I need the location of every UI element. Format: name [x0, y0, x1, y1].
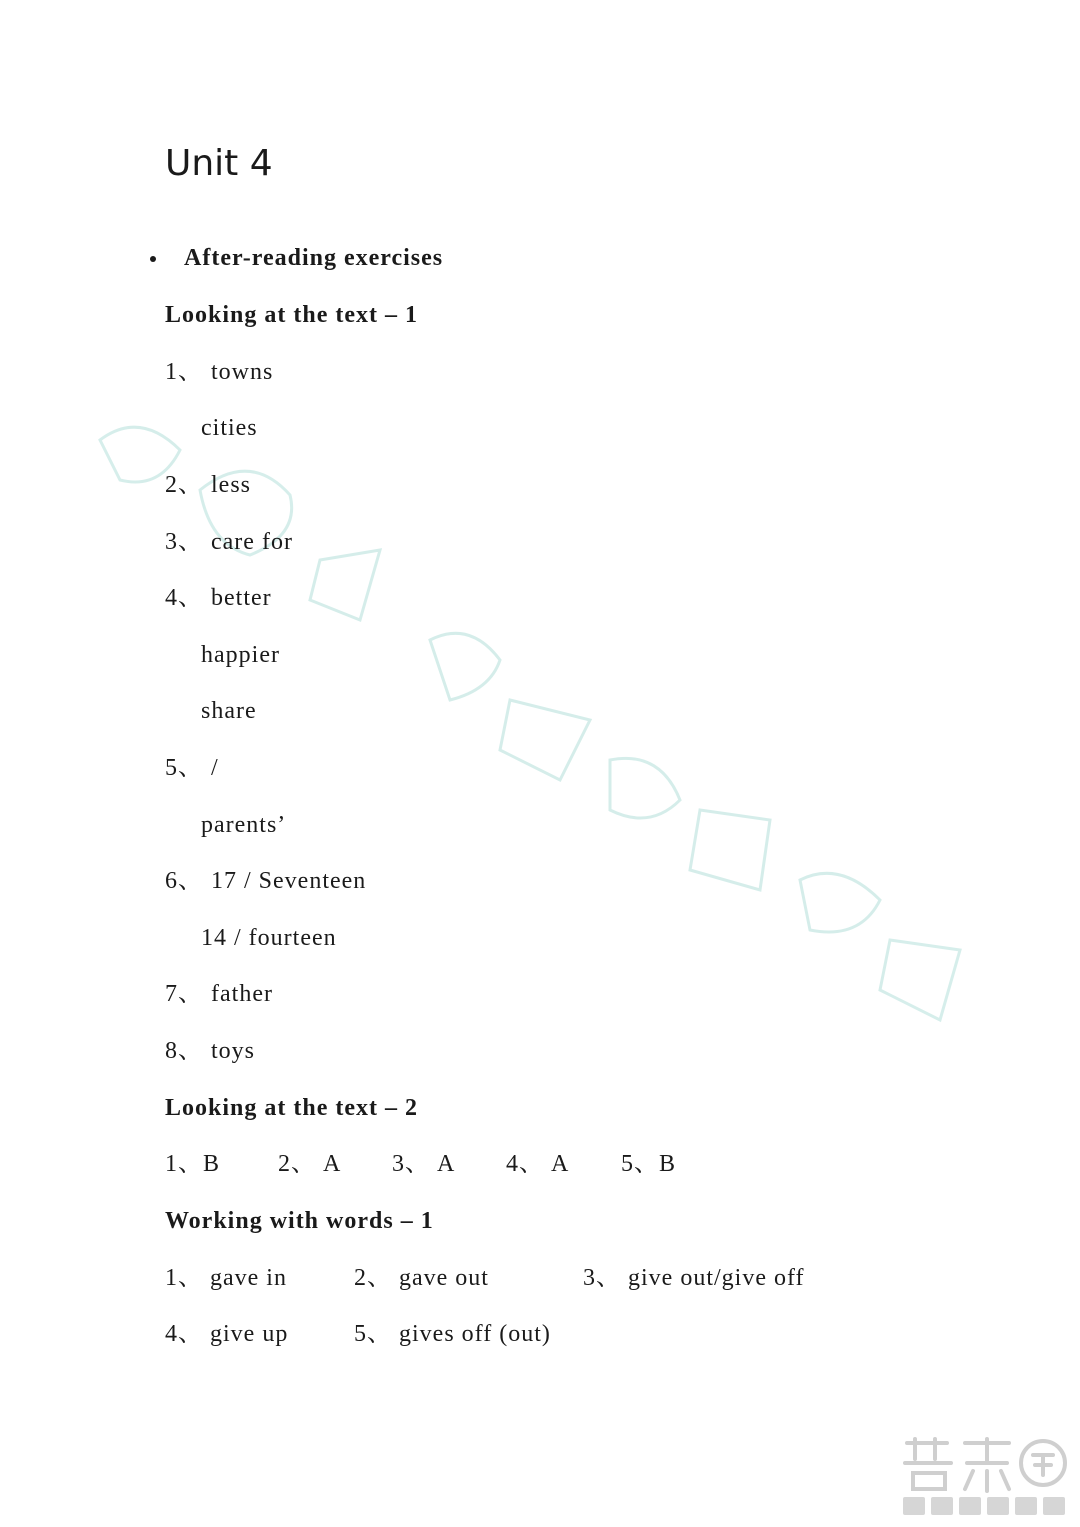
- list-item: [165, 976, 273, 1012]
- answer-cell: 3、 A: [392, 1151, 456, 1177]
- item-number: 7、: [165, 981, 203, 1007]
- answer-cell: 4、 give up: [165, 1321, 289, 1347]
- page-title: Unit 4: [165, 143, 273, 184]
- item-answer: toys: [211, 1038, 256, 1064]
- list-item: [165, 524, 293, 560]
- list-item: [165, 467, 251, 503]
- answer-row: [165, 1316, 865, 1352]
- section-heading-text: After-reading exercises: [184, 245, 444, 271]
- answer-cell: 5、 gives off (out): [354, 1321, 551, 1347]
- site-logo-icon: [895, 1431, 1070, 1521]
- item-number: 3、: [165, 529, 203, 555]
- answer-cell: 3、 give out/give off: [583, 1265, 805, 1291]
- item-answer-continued: 14 / fourteen: [201, 925, 337, 951]
- list-item: [165, 580, 272, 616]
- answer-cell: 2、 A: [278, 1151, 342, 1177]
- item-number: 2、: [165, 472, 203, 498]
- subheading-working-1: Working with words – 1: [165, 1208, 434, 1234]
- answer-row: [165, 1146, 765, 1182]
- item-answer: /: [211, 755, 219, 781]
- item-answer: better: [211, 585, 272, 611]
- item-answer: 17 / Seventeen: [211, 868, 367, 894]
- item-number: 6、: [165, 868, 203, 894]
- answer-cell: 1、B: [165, 1151, 221, 1177]
- item-number: 1、: [165, 359, 203, 385]
- item-number: 4、: [165, 585, 203, 611]
- item-answer-continued: parents’: [201, 812, 287, 838]
- item-answer: towns: [211, 359, 274, 385]
- answer-row: [165, 1260, 865, 1296]
- item-answer: father: [211, 981, 273, 1007]
- answer-cell: 2、 gave out: [354, 1265, 489, 1291]
- item-answer: less: [211, 472, 251, 498]
- item-number: 8、: [165, 1038, 203, 1064]
- item-answer: care for: [211, 529, 293, 555]
- item-answer-continued: share: [201, 698, 257, 724]
- section-heading: [150, 240, 443, 276]
- list-item: [165, 863, 366, 899]
- item-answer-continued: cities: [201, 415, 258, 441]
- subheading-looking-2: Looking at the text – 2: [165, 1095, 418, 1121]
- subheading-looking-1: Looking at the text – 1: [165, 302, 418, 328]
- list-item: [165, 750, 219, 786]
- answer-cell: 1、 gave in: [165, 1265, 287, 1291]
- bullet-icon: [150, 256, 156, 262]
- item-number: 5、: [165, 755, 203, 781]
- answer-cell: 4、 A: [506, 1151, 570, 1177]
- list-item: [165, 354, 273, 390]
- answer-cell: 5、B: [621, 1151, 677, 1177]
- item-answer-continued: happier: [201, 642, 280, 668]
- list-item: [165, 1033, 255, 1069]
